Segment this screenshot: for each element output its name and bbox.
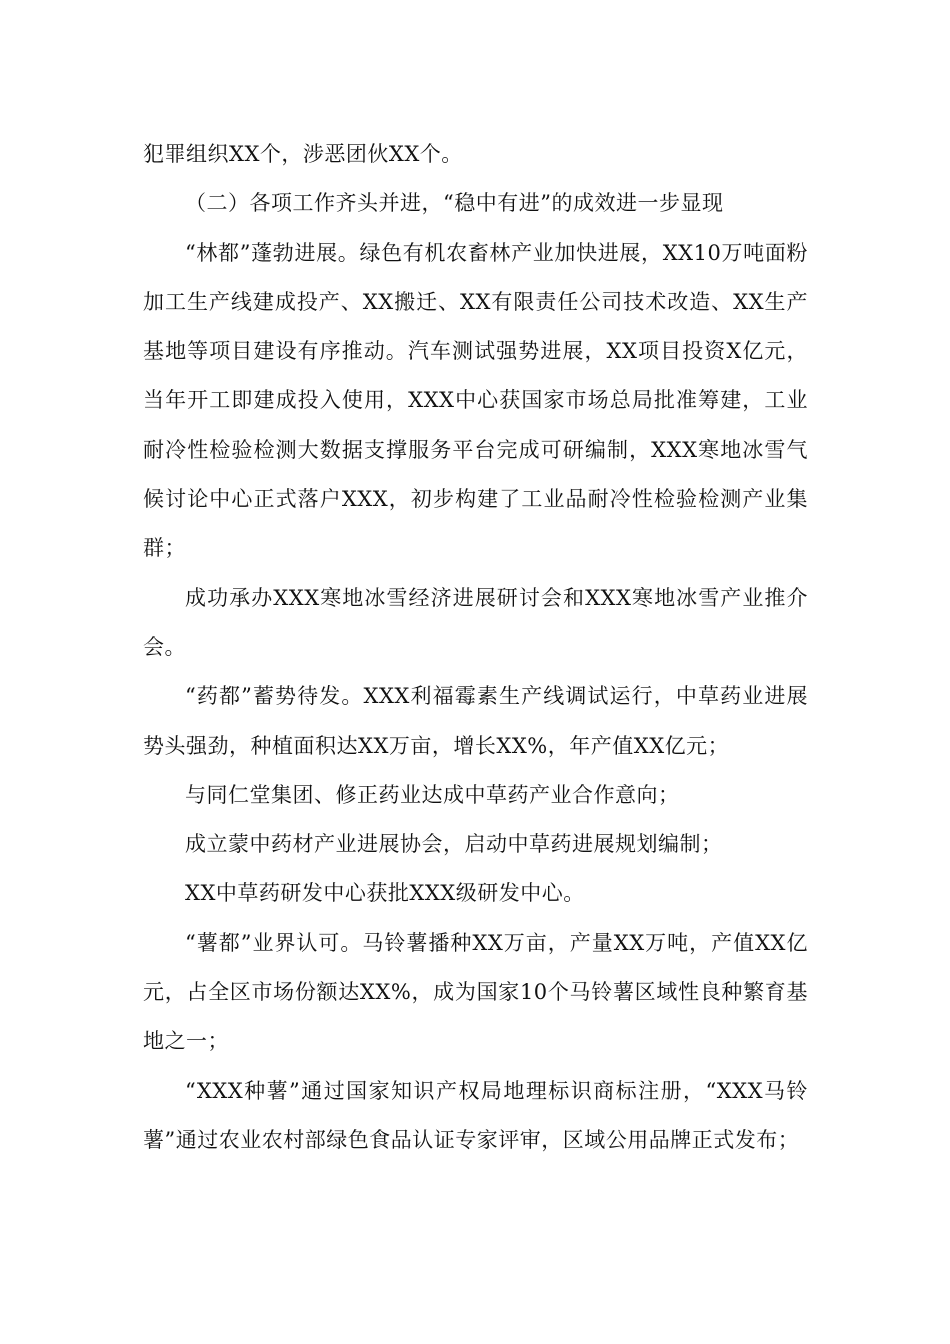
document-body xyxy=(143,130,808,1165)
section-heading: （二）各项工作齐头并进，“稳中有进”的成效进一步显现 xyxy=(185,191,724,216)
paragraph-tongrentang: 与同仁堂集团、修正药业达成中草药产业合作意向； xyxy=(185,782,680,807)
paragraph-association: 成立蒙中药材产业进展协会，启动中草药进展规划编制； xyxy=(185,832,723,857)
paragraph-brand: “XXX种薯”通过国家知识产权局地理标识商标注册，“XXX马铃薯”通过农业农村部绿色食品认证专家评审，区域公用品牌正式发布； xyxy=(143,1078,808,1152)
paragraph-yaodu: “药都”蓄势待发。XXX利福霉素生产线调试运行，中草药业进展势头强劲，种植面积达XX万亩，增长XX%，年产值XX亿元； xyxy=(143,684,808,758)
paragraph-conference: 成功承办XXX寒地冰雪经济进展研讨会和XXX寒地冰雪产业推介会。 xyxy=(143,585,808,659)
paragraph-rd-center: XX中草药研发中心获批XXX级研发中心。 xyxy=(185,881,585,906)
paragraph-continuation: 犯罪组织XX个，涉恶团伙XX个。 xyxy=(143,142,463,166)
paragraph-shudu: “薯都”业界认可。马铃薯播种XX万亩，产量XX万吨，产值XX亿元，占全区市场份额达XX%，成为国家10个马铃薯区域性良种繁育基地之一； xyxy=(143,930,808,1054)
paragraph-lindu: “林都”蓬勃进展。绿色有机农畜林产业加快进展，XX10万吨面粉加工生产线建成投产、XX搬迁、XX有限责任公司技术改造、XX生产基地等项目建设有序推动。汽车测试强势进展，XX项目投资X亿元，当年开工即建成投入使用，XXX中心获国家市场总局批准筹建，工业耐冷性检验检测大数据支撑服务平台完成可研编制，XXX寒地冰雪气候讨论中心正式落户XXX，初步构建了工业品耐冷性检验检测产业集群； xyxy=(143,240,808,561)
